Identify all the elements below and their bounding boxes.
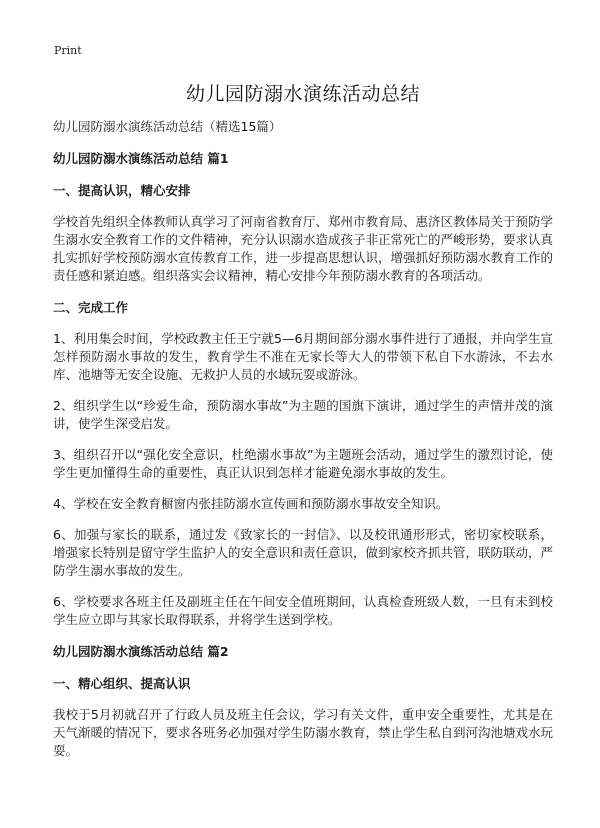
- list-item: 3、组织召开以“强化安全意识，杜绝溺水事故”为主题班会活动，通过学生的激烈讨论，使学生更加懂得生命的重要性，真正认识到怎样才能避免溺水事故的发生。: [53, 447, 554, 480]
- section-heading: 一、精心组织、提高认识: [53, 676, 191, 691]
- list-item: 6、加强与家长的联系，通过发《致家长的一封信》、以及校讯通形形式，密切家校联系，增强家长特别是留守学生监护人的安全意识和责任意识，做到家校齐抓共管，联防联动，严防学生溺水事故的发生。: [53, 527, 554, 578]
- paragraph: 我校于5月初就召开了行政人员及班主任会议，学习有关文件，重申安全重要性，尤其是在天气渐暖的情况下，要求各班务必加强对学生防溺水教育，禁止学生私自到河沟池塘戏水玩耍。: [53, 707, 554, 758]
- print-link[interactable]: Print: [54, 44, 82, 57]
- list-item: 6、学校要求各班主任及副班主任在午间安全值班期间，认真检查班级人数，一旦有未到校学生应立即与其家长取得联系，并将学生送到学校。: [53, 594, 553, 627]
- list-item: 1、利用集会时间，学校政教主任王宁就5—6月期间部分溺水事件进行了通报，并向学生宣怎样预防溺水事故的发生，教育学生不准在无家长等大人的带领下私自下水游泳，不去水库、池塘等无安全设施、无救护人员的水域玩耍或游泳。: [53, 331, 553, 382]
- list-item: 2、组织学生以“珍爱生命，预防溺水事故”为主题的国旗下演讲，通过学生的声情并茂的演讲，使学生深受启发。: [53, 398, 553, 431]
- section-title: 幼儿园防溺水演练活动总结 篇2: [53, 644, 229, 659]
- document-title: 幼儿园防溺水演练活动总结: [185, 83, 420, 105]
- section-title: 幼儿园防溺水演练活动总结 篇1: [53, 151, 229, 166]
- paragraph: 学校首先组织全体教师认真学习了河南省教育厅、郑州市教育局、惠济区教体局关于预防学生溺水安全教育工作的文件精神，充分认识溺水造成孩子非正常死亡的严峻形势，要求认真扎实抓好学校预防溺水宣传教育工作，进一步提高思想认识，增强抓好预防溺水教育工作的责任感和紧迫感。组织落实会议精神，精心安排今年预防溺水教育的各项活动。: [53, 214, 554, 283]
- section-heading: 二、完成工作: [53, 300, 129, 315]
- section-heading: 一、提高认识，精心安排: [53, 183, 191, 198]
- document-subtitle: 幼儿园防溺水演练活动总结（精选15篇）: [53, 119, 282, 134]
- list-item: 4、学校在安全教育橱窗内张挂防溺水宣传画和预防溺水事故安全知识。: [53, 496, 449, 511]
- document: [53, 76, 553, 760]
